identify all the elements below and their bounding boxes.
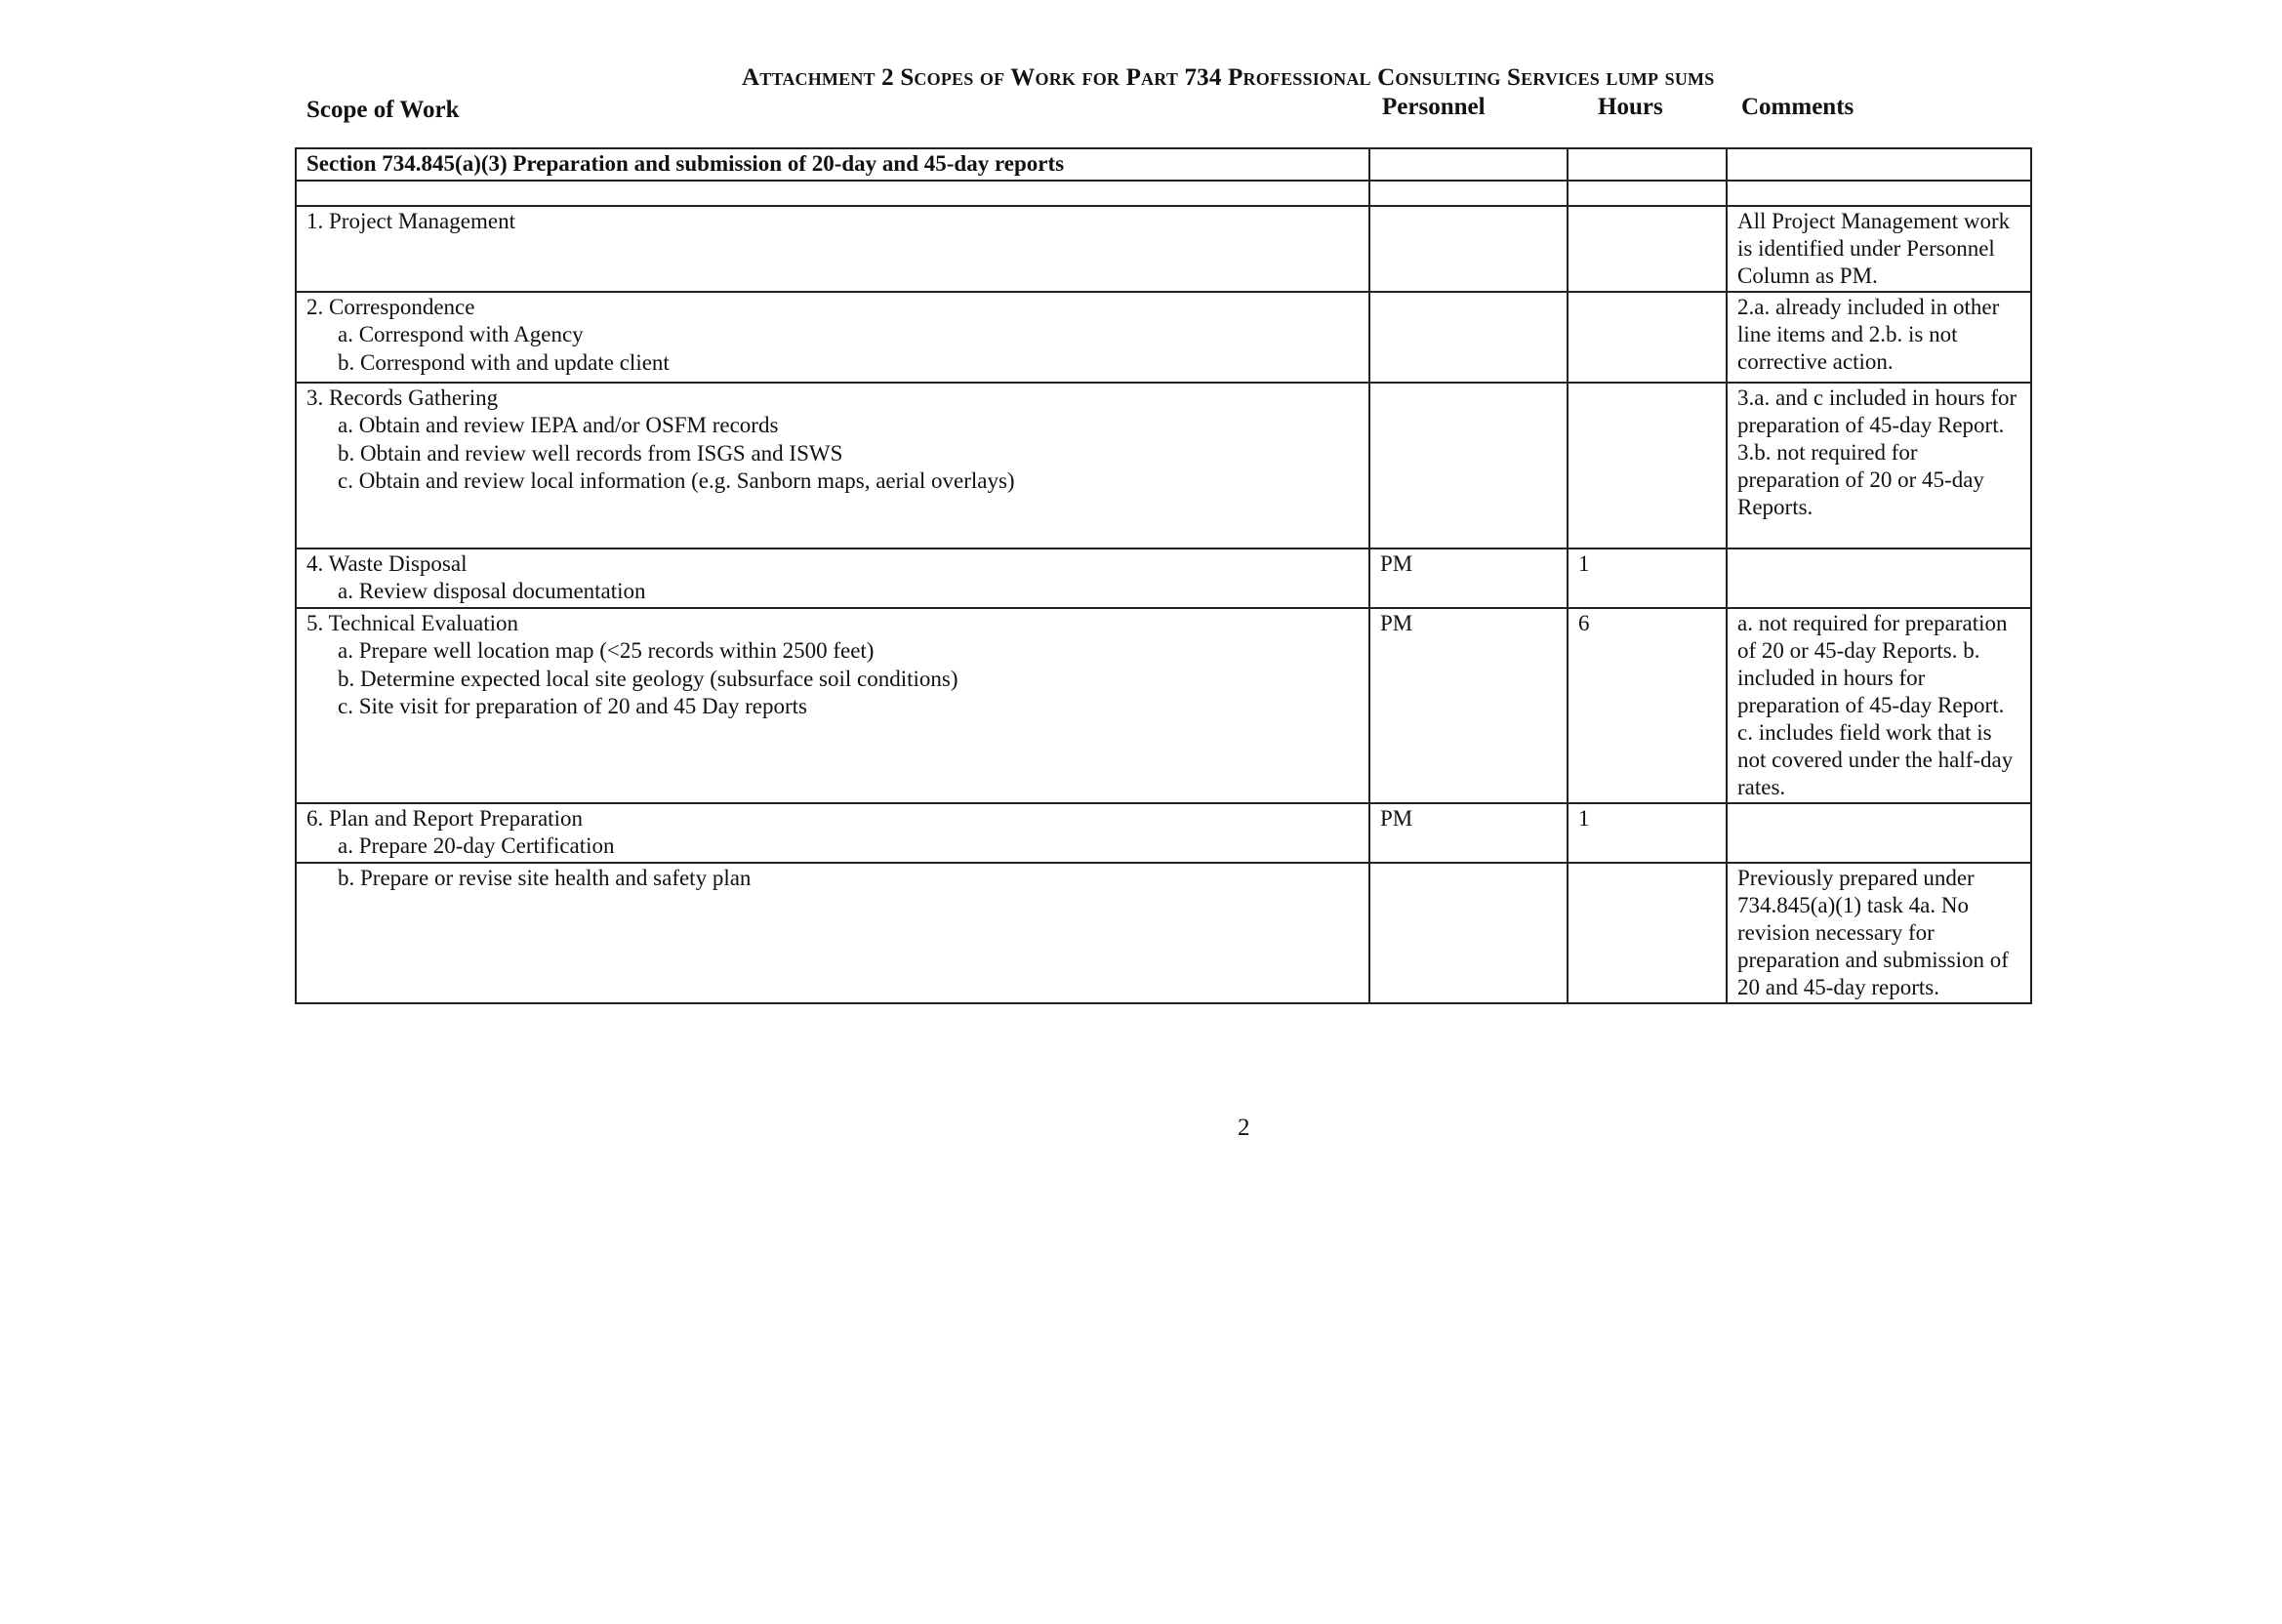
task-title: 2. Correspondence bbox=[306, 294, 475, 319]
hours-cell bbox=[1568, 383, 1727, 548]
subtask: a. Prepare 20-day Certification bbox=[338, 833, 615, 858]
hours-cell: 1 bbox=[1568, 803, 1727, 863]
personnel-cell: PM bbox=[1369, 608, 1568, 803]
task-cell bbox=[296, 292, 1369, 383]
task-cell bbox=[296, 548, 1369, 608]
task-cell bbox=[296, 608, 1369, 803]
subtask: b. Determine expected local site geology (subsurface soil conditions) bbox=[338, 666, 958, 691]
comment-cell bbox=[1727, 548, 2031, 608]
hours-cell: 6 bbox=[1568, 608, 1727, 803]
spacer-row bbox=[296, 181, 2031, 206]
personnel-cell bbox=[1369, 383, 1568, 548]
comment-cell bbox=[1727, 803, 2031, 863]
header-comments: Comments bbox=[1741, 94, 1854, 120]
subtask: b. Obtain and review well records from ISGS and ISWS bbox=[338, 440, 843, 466]
personnel-cell bbox=[1369, 292, 1568, 383]
hours-cell: 1 bbox=[1568, 548, 1727, 608]
subtask: a. Obtain and review IEPA and/or OSFM records bbox=[338, 413, 779, 437]
personnel-cell: PM bbox=[1369, 548, 1568, 608]
header-personnel: Personnel bbox=[1382, 94, 1486, 120]
table-row bbox=[296, 803, 2031, 863]
task-title: 4. Waste Disposal bbox=[306, 550, 468, 576]
hours-cell bbox=[1568, 206, 1727, 292]
comment-cell: 2.a. already included in other line items and 2.b. is not corrective action. bbox=[1727, 292, 2031, 383]
table-row bbox=[296, 863, 2031, 1003]
comment-cell: 3.a. and c included in hours for preparation of 45-day Report. 3.b. not required for preparation of 20 or 45-day Reports. bbox=[1727, 383, 2031, 548]
task-cell bbox=[296, 206, 1369, 292]
scope-of-work-table bbox=[295, 147, 2032, 1004]
header-hours: Hours bbox=[1598, 94, 1663, 120]
task-cell bbox=[296, 863, 1369, 1003]
comment-cell: All Project Management work is identified under Personnel Column as PM. bbox=[1727, 206, 2031, 292]
page-number: 2 bbox=[1238, 1115, 1250, 1141]
subtask: a. Prepare well location map (<25 records within 2500 feet) bbox=[338, 638, 875, 663]
task-title: 3. Records Gathering bbox=[306, 385, 499, 410]
subtask: b. Correspond with and update client bbox=[338, 349, 670, 375]
section-comment-cell bbox=[1727, 148, 2031, 181]
hours-cell bbox=[1568, 292, 1727, 383]
table-row bbox=[296, 383, 2031, 548]
task-cell bbox=[296, 383, 1369, 548]
section-heading: Section 734.845(a)(3) Preparation and submission of 20-day and 45-day reports bbox=[296, 148, 1369, 181]
subtask: b. Prepare or revise site health and safety plan bbox=[338, 865, 752, 890]
table-row bbox=[296, 206, 2031, 292]
document-title: Attachment 2 Scopes of Work for Part 734 Professional Consulting Services lump sums bbox=[742, 64, 1715, 91]
hours-cell bbox=[1568, 863, 1727, 1003]
header-scope-of-work: Scope of Work bbox=[306, 97, 460, 123]
section-personnel-cell bbox=[1369, 148, 1568, 181]
task-title: 5. Technical Evaluation bbox=[306, 610, 519, 635]
task-cell bbox=[296, 803, 1369, 863]
subtask: c. Site visit for preparation of 20 and 45 Day reports bbox=[338, 694, 807, 718]
personnel-cell bbox=[1369, 863, 1568, 1003]
task-title: 1. Project Management bbox=[306, 208, 515, 233]
personnel-cell bbox=[1369, 206, 1568, 292]
comment-cell: a. not required for preparation of 20 or 45-day Reports. b. included in hours for preparation of 45-day Report. c. includes field work that is not covered under the half-day rates. bbox=[1727, 608, 2031, 803]
table-row bbox=[296, 608, 2031, 803]
personnel-cell: PM bbox=[1369, 803, 1568, 863]
section-heading-row bbox=[296, 148, 2031, 181]
table-row bbox=[296, 292, 2031, 383]
subtask: a. Review disposal documentation bbox=[338, 579, 646, 603]
subtask: c. Obtain and review local information (e.g. Sanborn maps, aerial overlays) bbox=[338, 468, 1015, 493]
task-title: 6. Plan and Report Preparation bbox=[306, 805, 583, 831]
subtask: a. Correspond with Agency bbox=[338, 322, 584, 346]
table-row bbox=[296, 548, 2031, 608]
comment-cell: Previously prepared under 734.845(a)(1) task 4a. No revision necessary for preparation and submission of 20 and 45-day reports. bbox=[1727, 863, 2031, 1003]
section-hours-cell bbox=[1568, 148, 1727, 181]
